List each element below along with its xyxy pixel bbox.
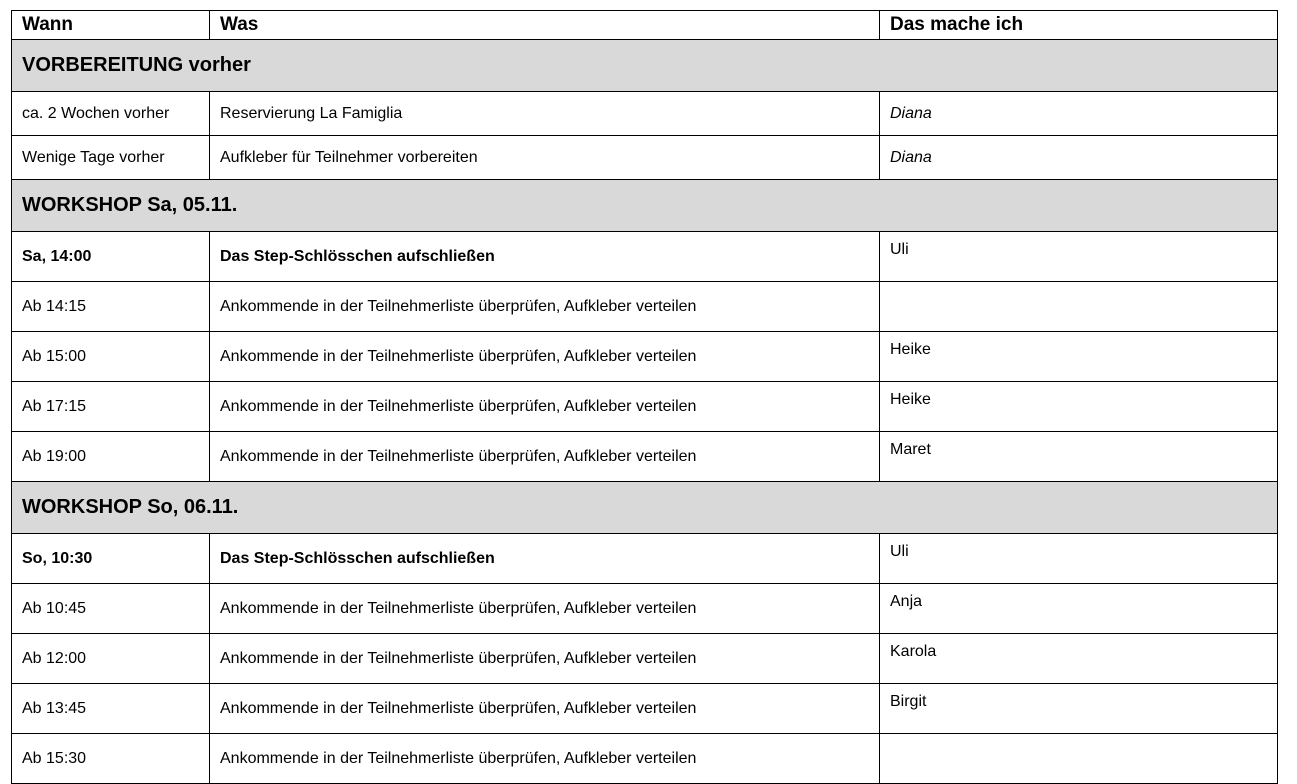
section-row xyxy=(12,40,1278,92)
table-row xyxy=(12,282,1278,332)
section-title: WORKSHOP Sa, 05.11. xyxy=(12,180,1278,232)
section-row xyxy=(12,482,1278,534)
table-row xyxy=(12,634,1278,684)
table-row xyxy=(12,92,1278,136)
cell-who: Heike xyxy=(880,332,1278,382)
cell-was: Ankommende in der Teilnehmerliste überprüfen, Aufkleber verteilen xyxy=(210,432,880,482)
table-row xyxy=(12,734,1278,784)
cell-who: Maret xyxy=(880,432,1278,482)
table-row xyxy=(12,432,1278,482)
cell-who: Birgit xyxy=(880,684,1278,734)
cell-who: Karola xyxy=(880,634,1278,684)
cell-who: Heike xyxy=(880,382,1278,432)
header-wann: Wann xyxy=(12,11,210,40)
cell-wann: Ab 12:00 xyxy=(12,634,210,684)
header-who: Das mache ich xyxy=(880,11,1278,40)
table-row xyxy=(12,232,1278,282)
schedule-table xyxy=(11,10,1278,784)
cell-who: Uli xyxy=(880,534,1278,584)
cell-wann: Ab 19:00 xyxy=(12,432,210,482)
cell-wann: ca. 2 Wochen vorher xyxy=(12,92,210,136)
cell-wann: Ab 14:15 xyxy=(12,282,210,332)
cell-wann: Ab 15:30 xyxy=(12,734,210,784)
cell-was: Ankommende in der Teilnehmerliste überprüfen, Aufkleber verteilen xyxy=(210,734,880,784)
cell-wann: Sa, 14:00 xyxy=(12,232,210,282)
table-row xyxy=(12,584,1278,634)
cell-was: Aufkleber für Teilnehmer vorbereiten xyxy=(210,136,880,180)
cell-wann: Ab 15:00 xyxy=(12,332,210,382)
cell-who xyxy=(880,282,1278,332)
table-row xyxy=(12,382,1278,432)
table-row xyxy=(12,136,1278,180)
cell-wann: Ab 13:45 xyxy=(12,684,210,734)
header-was: Was xyxy=(210,11,880,40)
cell-was: Reservierung La Famiglia xyxy=(210,92,880,136)
cell-who: Uli xyxy=(880,232,1278,282)
cell-who: Diana xyxy=(880,136,1278,180)
cell-who: Diana xyxy=(880,92,1278,136)
header-row xyxy=(12,11,1278,40)
table-row xyxy=(12,684,1278,734)
cell-was: Ankommende in der Teilnehmerliste überprüfen, Aufkleber verteilen xyxy=(210,332,880,382)
cell-wann: Ab 17:15 xyxy=(12,382,210,432)
cell-was: Ankommende in der Teilnehmerliste überprüfen, Aufkleber verteilen xyxy=(210,382,880,432)
table-row xyxy=(12,332,1278,382)
section-title: WORKSHOP So, 06.11. xyxy=(12,482,1278,534)
cell-wann: Wenige Tage vorher xyxy=(12,136,210,180)
cell-was: Ankommende in der Teilnehmerliste überprüfen, Aufkleber verteilen xyxy=(210,634,880,684)
cell-was: Ankommende in der Teilnehmerliste überprüfen, Aufkleber verteilen xyxy=(210,584,880,634)
schedule-body xyxy=(12,40,1278,784)
table-row xyxy=(12,534,1278,584)
cell-wann: So, 10:30 xyxy=(12,534,210,584)
cell-was: Das Step-Schlösschen aufschließen xyxy=(210,534,880,584)
section-row xyxy=(12,180,1278,232)
cell-was: Das Step-Schlösschen aufschließen xyxy=(210,232,880,282)
cell-was: Ankommende in der Teilnehmerliste überprüfen, Aufkleber verteilen xyxy=(210,282,880,332)
cell-was: Ankommende in der Teilnehmerliste überprüfen, Aufkleber verteilen xyxy=(210,684,880,734)
section-title: VORBEREITUNG vorher xyxy=(12,40,1278,92)
cell-who: Anja xyxy=(880,584,1278,634)
cell-wann: Ab 10:45 xyxy=(12,584,210,634)
cell-who xyxy=(880,734,1278,784)
